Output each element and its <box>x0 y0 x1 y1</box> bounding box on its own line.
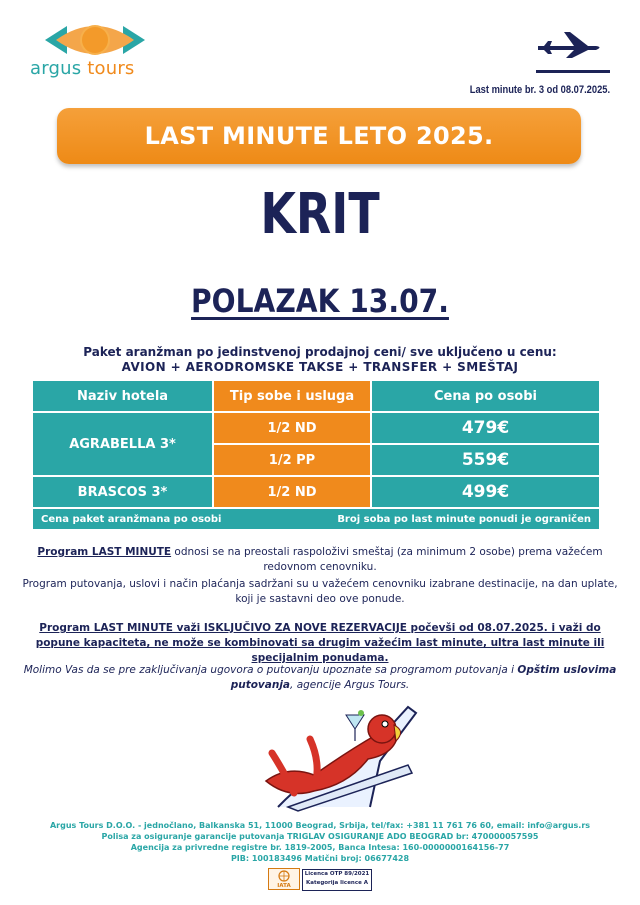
banner-title: LAST MINUTE LETO 2025. <box>144 122 494 150</box>
airplane-icon <box>534 30 604 58</box>
offer-banner <box>57 108 581 164</box>
table-header-row <box>32 380 600 412</box>
column-header-room: Tip sobe i usluga <box>213 380 371 412</box>
company-footer <box>0 820 640 864</box>
iata-logo <box>268 868 300 890</box>
validity-note: Program LAST MINUTE važi ISKLJUČIVO ZA NOVE REZERVACIJE počevši od 08.07.2025. i važi do popune kapaciteta, ne može se kombinovati sa drugim važećim last minute, ultra last minute ili specijalnim ponudama. <box>35 622 605 664</box>
license-category: Kategorija licence A <box>306 880 368 886</box>
room-type: 1/2 ND <box>213 476 371 508</box>
license-badge <box>302 869 372 891</box>
column-header-price: Cena po osobi <box>371 380 600 412</box>
program-note-text: odnosi se na preostali raspoloživi smeštaj (za minimum 2 osobe) prema važećem redovnom cenovniku. <box>171 546 603 573</box>
terms-note-start: Molimo Vas da se pre zaključivanja ugovora o putovanju upoznate sa programom putovanja i <box>23 664 518 676</box>
payment-note: Program putovanja, uslovi i način plaćanja sadržani su u važećem cenovniku izabrane destinacije, na dan uplate, koji je sastavni deo ove ponude. <box>22 578 618 605</box>
table-row <box>32 412 600 444</box>
table-footer <box>32 508 600 530</box>
iata-label: IATA <box>277 883 291 889</box>
package-description: Paket aranžman po jedinstvenoj prodajnoj ceni/ sve uključeno u cenu: <box>83 345 557 359</box>
last-minute-number: Last minute br. 3 od 08.07.2025. <box>469 84 610 96</box>
price-table <box>31 379 601 531</box>
destination-title: KRIT <box>260 182 380 247</box>
header-divider <box>536 70 610 73</box>
hotel-name: AGRABELLA 3* <box>32 412 213 476</box>
column-header-hotel: Naziv hotela <box>32 380 213 412</box>
room-type: 1/2 PP <box>213 444 371 476</box>
terms-note <box>20 663 620 693</box>
footer-address: Argus Tours D.O.O. - jednočlano, Balkanska 51, 11000 Beograd, Srbija, tel/fax: +381 11 761 76 60, email: info@argus.rs <box>49 821 591 830</box>
program-note-strong: Program LAST MINUTE <box>37 546 172 558</box>
footer-tax-id: PIB: 100183496 Matični broj: 06677428 <box>230 854 410 863</box>
footer-registry: Agencija za privredne registre br. 1819-2005, Banca Intesa: 160-0000000164156-77 <box>130 843 510 852</box>
terms-note-end: , agencije Argus Tours. <box>290 679 410 691</box>
program-note <box>20 545 620 575</box>
hotel-name: BRASCOS 3* <box>32 476 213 508</box>
table-row <box>32 476 600 508</box>
table-footer-right: Broj soba po last minute ponudi je ograničen <box>337 513 591 525</box>
table-footer-row <box>32 508 600 530</box>
departure-date: POLAZAK 13.07. <box>191 282 449 320</box>
room-type: 1/2 ND <box>213 412 371 444</box>
price-per-person: 479€ <box>371 412 600 444</box>
price-per-person: 559€ <box>371 444 600 476</box>
footer-insurance: Polisa za osiguranje garancije putovanja TRIGLAV OSIGURANJE ADO BEOGRAD br: 470000057595 <box>101 832 539 841</box>
package-inclusions: AVION + AERODROMSKE TAKSE + TRANSFER + SMEŠTAJ <box>121 360 519 374</box>
terms-link-text: Opštim uslovima putovanja <box>230 664 617 691</box>
price-per-person: 499€ <box>371 476 600 508</box>
brand-wordmark: argus tours <box>30 58 135 79</box>
table-footer-left: Cena paket aranžmana po osobi <box>41 513 222 525</box>
parrot-deckchair-illustration <box>258 695 418 815</box>
license-number: Licenca OTP 89/2021 <box>304 871 370 877</box>
